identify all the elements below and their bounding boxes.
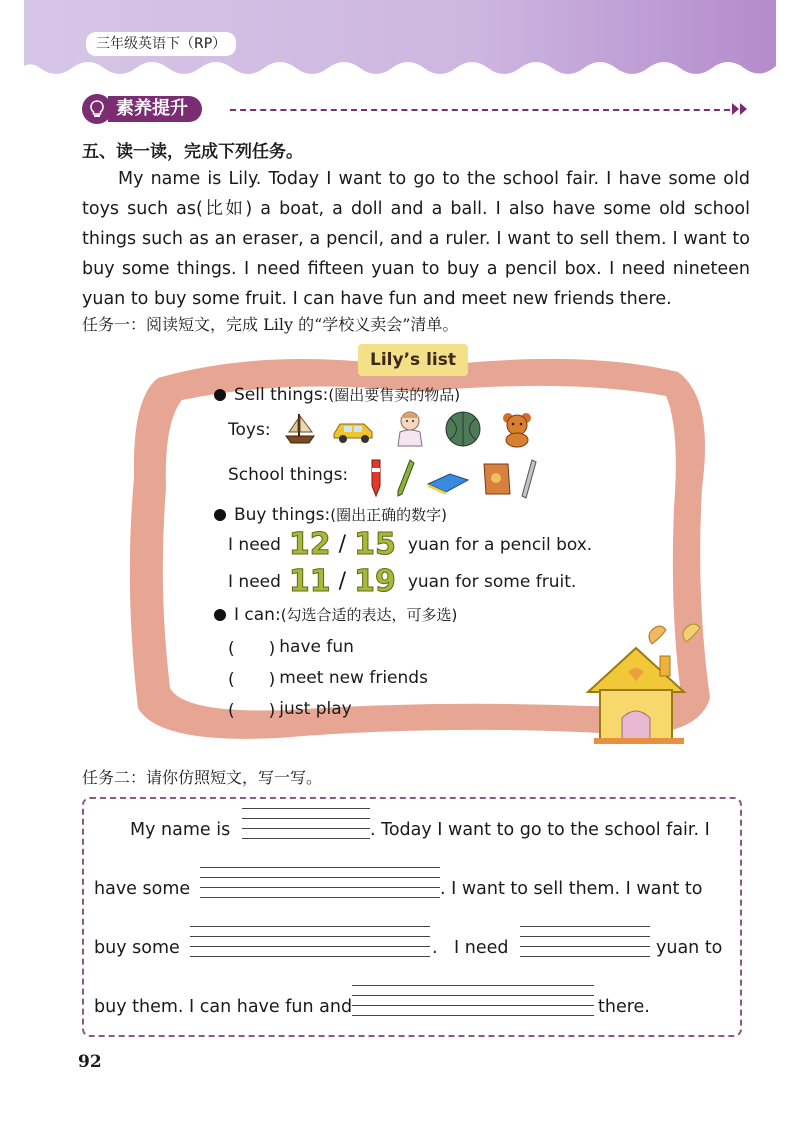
pencil-box-prefix: I need [228,534,281,555]
number-option-19[interactable]: 19 [354,564,396,599]
house-icon [580,620,710,750]
write-row3-start: buy some [94,938,180,958]
write-row3-end: yuan to [656,938,723,958]
lightbulb-icon [82,94,112,124]
pencil-box-line [228,527,592,562]
option-text: meet new friends [279,667,428,688]
can-hint: (勾选合适的表达，可多选) [280,606,458,624]
option-just-play [228,696,352,721]
sell-label: Sell things: [234,384,329,405]
slash: / [338,569,347,594]
book-icon[interactable] [480,460,514,498]
bullet-icon [214,609,226,621]
buy-label: Buy things: [234,504,331,525]
pencil-icon[interactable] [396,458,416,498]
sell-things-line [214,384,460,405]
boat-icon[interactable] [282,410,318,446]
write-row1-start: My name is [130,820,231,840]
bullet-icon [214,509,226,521]
buy-hint: (圈出正确的数字) [330,506,447,524]
double-arrow-icon [730,101,750,117]
i-can-line [214,604,457,625]
ruler-icon[interactable] [520,458,538,500]
doll-icon[interactable] [390,408,430,448]
sell-hint: (圈出要售卖的物品) [328,386,461,404]
write-row2-start: have some [94,879,191,899]
blank-buy-things[interactable] [190,926,430,966]
section-tag [82,94,202,124]
book-label: 三年级英语下（RP） [86,32,236,56]
blank-yuan[interactable] [520,926,650,966]
list-title: Lily’s list [358,344,468,376]
pencil-box-suffix: yuan for a pencil box. [407,534,593,555]
number-option-12[interactable]: 12 [288,527,331,562]
school-things-label: School things: [228,465,349,485]
write-row2-end: . I want to sell them. I want to [440,879,703,899]
write-row4-start: buy them. I can have fun and [94,997,353,1017]
option-checkbox[interactable]: ( ) [228,701,276,721]
car-icon[interactable] [330,414,378,446]
fruit-prefix: I need [228,571,281,592]
task2-instruction: 任务二：请你仿照短文，写一写。 [82,768,323,787]
bullet-icon [214,389,226,401]
blank-name[interactable] [242,808,370,848]
fruit-line [228,564,576,599]
ball-icon[interactable] [444,410,482,448]
option-text: have fun [279,636,354,657]
slash: / [338,532,347,557]
section-divider [230,109,730,111]
number-option-11[interactable]: 11 [288,564,331,599]
page-number: 92 [78,1052,102,1072]
pen-icon[interactable] [366,458,386,498]
write-row3-need: I need [454,938,509,958]
toys-label: Toys: [228,420,271,440]
blank-sell-things[interactable] [200,867,440,907]
write-row3-dot: . [432,938,438,958]
fruit-suffix: yuan for some fruit. [407,571,577,592]
option-have-fun [228,634,354,659]
write-row4-end: there. [598,997,650,1017]
section-title: 素养提升 [108,96,202,122]
teddy-bear-icon[interactable] [498,410,536,448]
task1-instruction: 任务一：阅读短文，完成 Lily 的“学校义卖会”清单。 [82,315,459,334]
question-title: 五、读一读，完成下列任务。 [82,142,303,162]
option-checkbox[interactable]: ( ) [228,639,276,659]
write-row1-end: . Today I want to go to the school fair. I [370,820,710,840]
reading-passage [82,164,750,314]
option-meet-new-friends [228,665,428,690]
can-label: I can: [234,604,281,625]
passage-text: My name is Lily. Today I want to go to the school fair. I have some old toys such as(比如) a boat, a doll and a ball. I also have some old school things such as an eraser, a pencil, and a ruler. I want to sell them. I want to buy some things. I need fifteen yuan to buy a pencil box. I need nineteen yuan to buy some fruit. I can have fun and meet new friends there. [82,169,750,309]
option-text: just play [279,698,352,719]
option-checkbox[interactable]: ( ) [228,670,276,690]
blank-activity[interactable] [352,985,594,1025]
header-banner [24,0,776,78]
eraser-icon[interactable] [426,470,470,496]
number-option-15[interactable]: 15 [354,527,396,562]
buy-things-line [214,504,447,525]
